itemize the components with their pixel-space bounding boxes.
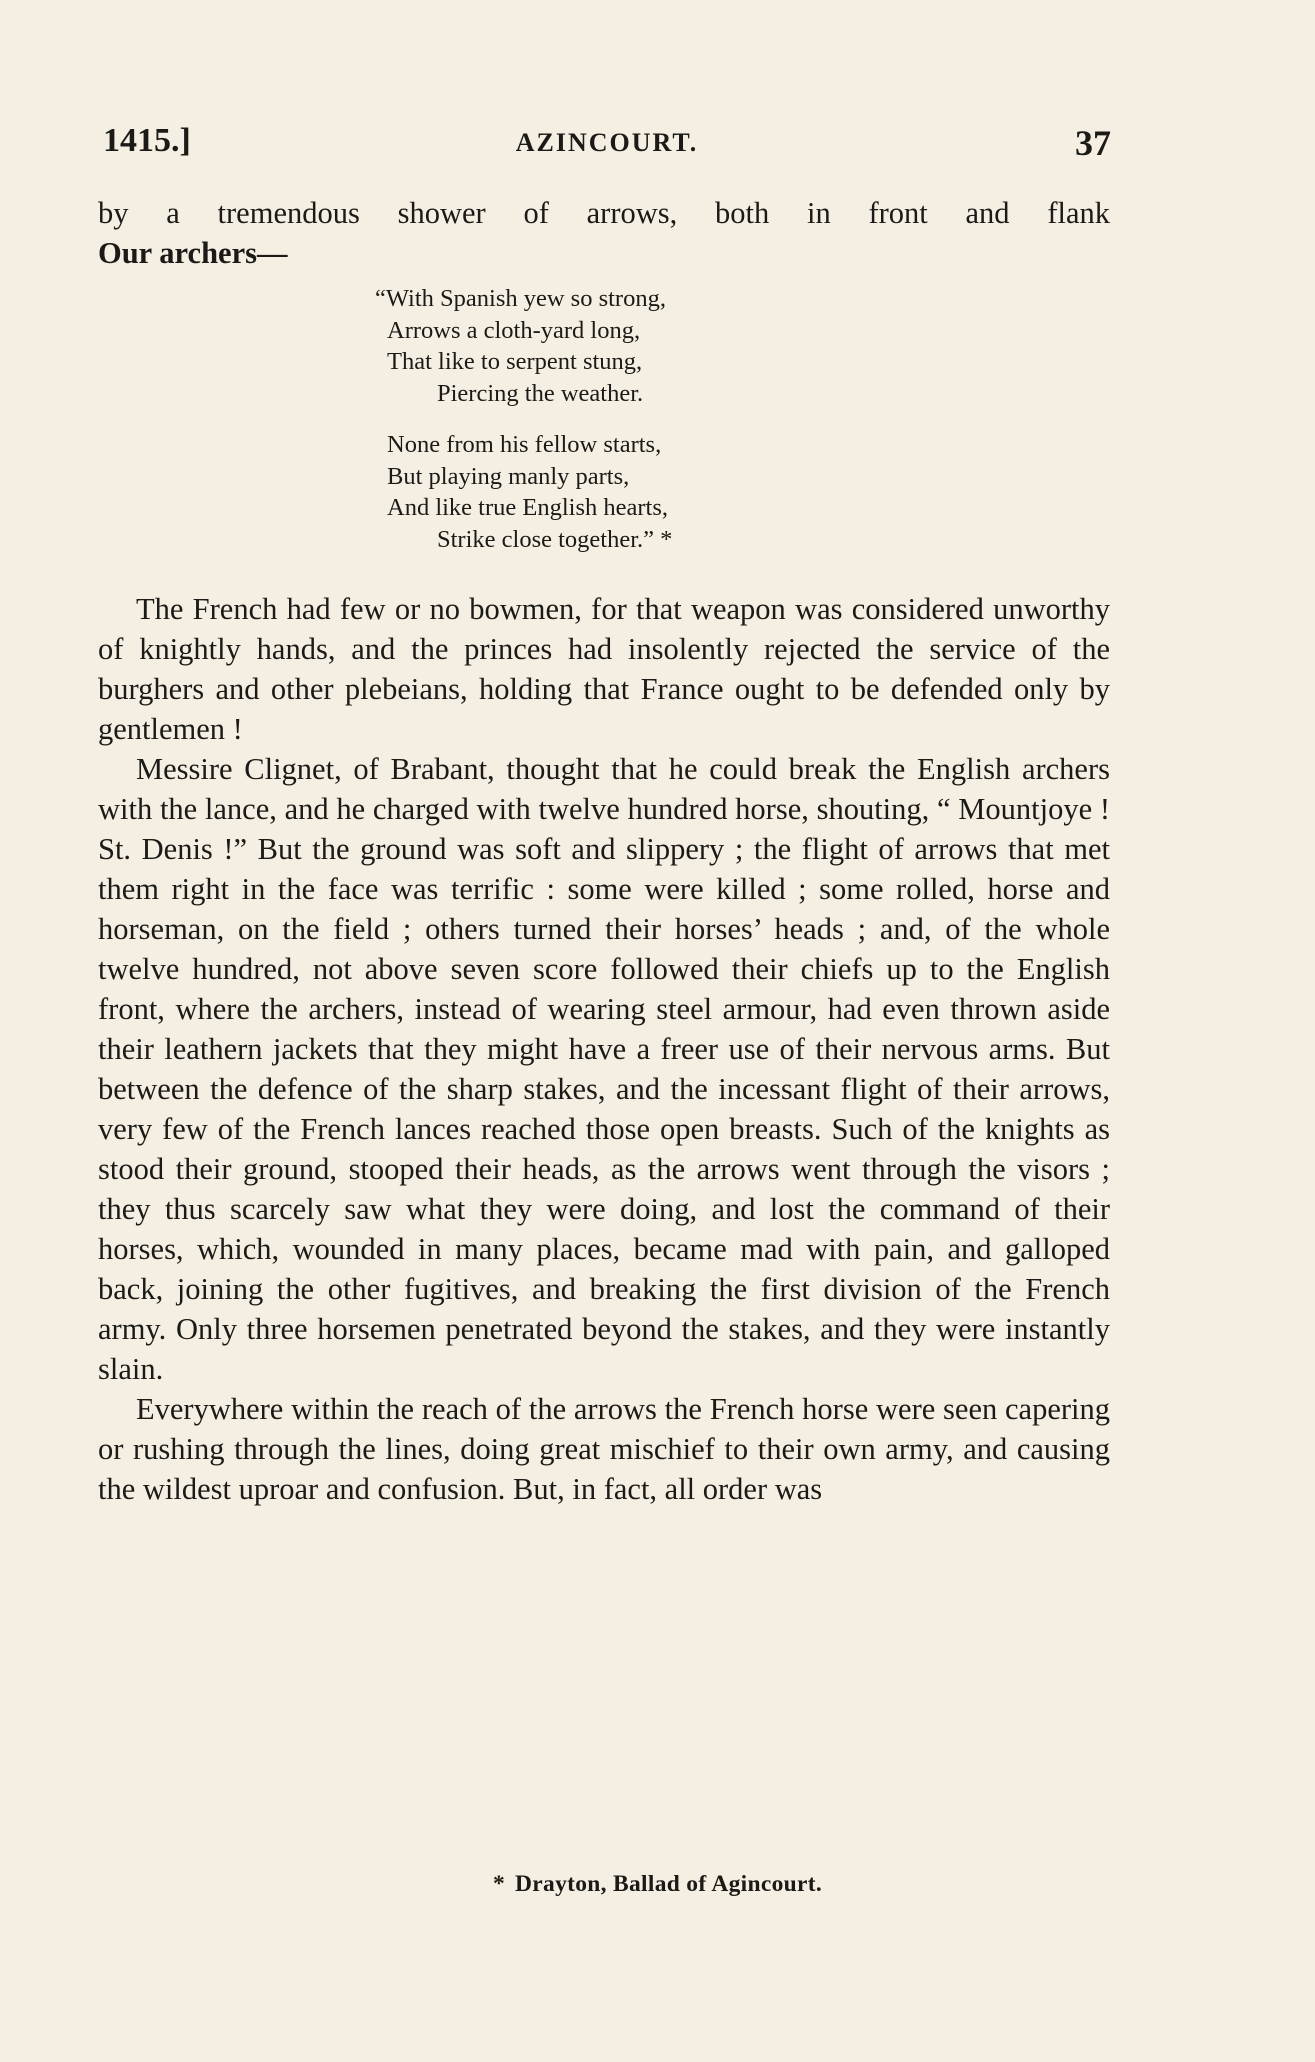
opening-line-2: Our archers—: [98, 236, 288, 270]
verse-stanza-1: [375, 283, 672, 409]
footnote-mark: *: [492, 1871, 506, 1897]
verse-line: And like true English hearts,: [387, 494, 669, 521]
footnote-text: Drayton, Ballad of Agincourt.: [515, 1871, 823, 1897]
header-title: AZINCOURT.: [515, 128, 699, 157]
verse-line: None from his fellow starts,: [387, 431, 662, 458]
verse-line: That like to serpent stung,: [387, 348, 643, 375]
paragraph-french-horse: Everywhere within the reach of the arrows the French horse were seen capering or rushing through the lines, doing great mischief to their own army, and causing the wildest uproar and confusion. But, in fact, all order was: [98, 1392, 1110, 1506]
verse-stanza-2: [375, 429, 672, 555]
paragraph-clignet-charge: Messire Clignet, of Brabant, thought that he could break the English archers with the lance, and he charged with twelve hundred horse, shouting, “ Mountjoye ! St. Denis !” But the ground was soft and slippery ; the flight of arrows that met them right in the face was terrific : some were killed ; some rolled, horse and horseman, on the field ; others turned their horses’ heads ; and, of the whole twelve hundred, not above seven score followed their chiefs up to the English front, where the archers, instead of wearing steel armour, had even thrown aside their leathern jackets that they might have a freer use of their nervous arms. But between the defence of the sharp stakes, and the incessant flight of their arrows, very few of the French lances reached those open breasts. Such of the knights as stood their ground, stooped their heads, as the arrows went through the visors ; they thus scarcely saw what they were doing, and lost the command of their horses, which, wounded in many places, became mad with pain, and galloped back, joining the other fugitives, and breaking the first division of the French army. Only three horsemen penetrated beyond the stakes, and they were instantly slain.: [98, 752, 1110, 1386]
verse-line: Arrows a cloth-yard long,: [387, 316, 641, 344]
verse-line: Piercing the weather.: [437, 379, 644, 407]
verse-line: Strike close together.” *: [437, 525, 673, 553]
footnote: [0, 1871, 1315, 1898]
opening-lines: [98, 193, 1110, 273]
header-year: 1415.]: [103, 122, 191, 159]
verse-line: “With Spanish yew so strong,: [375, 285, 666, 312]
opening-line-1: by a tremendous shower of arrows, both in front and flank: [98, 196, 1110, 230]
paragraph-french-bowmen: The French had few or no bowmen, for that weapon was considered unworthy of knightly hands, and the princes had insolently rejected the service of the burghers and other plebeians, holding that France ought to be defended only by gentlemen !: [98, 592, 1110, 746]
verse-quotation: [375, 283, 672, 575]
verse-line: But playing manly parts,: [387, 462, 630, 490]
body-text: [98, 589, 1110, 1509]
page-number: 37: [1075, 123, 1111, 163]
running-header: [103, 122, 1111, 172]
